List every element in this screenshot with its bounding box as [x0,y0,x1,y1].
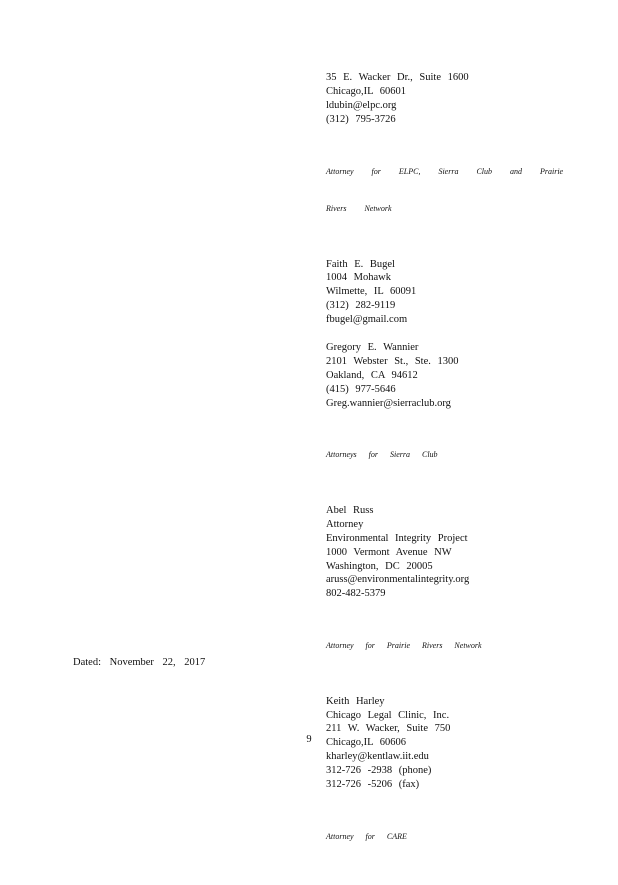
email-line: Greg.wannier@sierraclub.org [326,397,451,409]
organization-line: Environmental Integrity Project [326,532,468,544]
email-line: ldubin@elpc.org [326,99,397,111]
address-block-bugel [326,258,586,327]
note-line: Attorney for Prairie Rivers Network [326,641,482,651]
address-block-elpc [326,71,586,127]
address-line: Chicago,IL 60601 [326,85,407,97]
name-line: Faith E. Bugel [326,258,395,270]
email-line: fbugel@gmail.com [326,314,408,326]
email-line: aruss@environmentalintegrity.org [326,574,470,586]
attorney-note-prairie [326,615,586,678]
phone-line: 802-482-5379 [326,588,386,600]
phone-line: (415) 977-5646 [326,383,396,395]
name-line: Keith Harley [326,695,385,707]
phone-line: (312) 282-9119 [326,300,396,312]
address-block-russ [326,504,586,601]
address-line: 1004 Mohawk [326,272,391,284]
note-line: Attorney for ELPC, Sierra Club and Prairie [326,166,564,176]
address-line: 35 E. Wacker Dr., Suite 1600 [326,72,469,83]
address-line: Washington, DC 20005 [326,560,433,572]
attorney-note-elpc [326,141,586,241]
email-line: kharley@kentlaw.iit.edu [326,751,429,763]
name-line: Gregory E. Wannier [326,342,419,354]
phone-line: (312) 795-3726 [326,113,396,125]
attorney-note-care [326,806,586,869]
address-line: 211 W. Wacker, Suite 750 [326,723,451,735]
title-line: Attorney [326,518,364,530]
fax-line: 312-726 -5206 (fax) [326,779,420,791]
address-line: 2101 Webster St., Ste. 1300 [326,355,459,367]
address-line: 1000 Vermont Avenue NW [326,546,452,558]
address-line: Chicago,IL 60606 [326,737,407,749]
name-line: Abel Russ [326,504,374,516]
service-list-column [326,71,586,885]
page-number: 9 [306,734,312,745]
address-line: Wilmette, IL 60091 [326,286,417,298]
note-line: Attorney for CARE [326,831,407,841]
dated-line: Dated: November 22, 2017 [73,657,206,668]
address-line: Oakland, CA 94612 [326,369,418,381]
note-line: Attorneys for Sierra Club [326,450,438,460]
address-block-wannier [326,341,586,410]
phone-line: 312-726 -2938 (phone) [326,765,432,777]
attorney-note-sierra [326,424,586,487]
note-line: Rivers Network [326,204,392,214]
organization-line: Chicago Legal Clinic, Inc. [326,709,450,721]
